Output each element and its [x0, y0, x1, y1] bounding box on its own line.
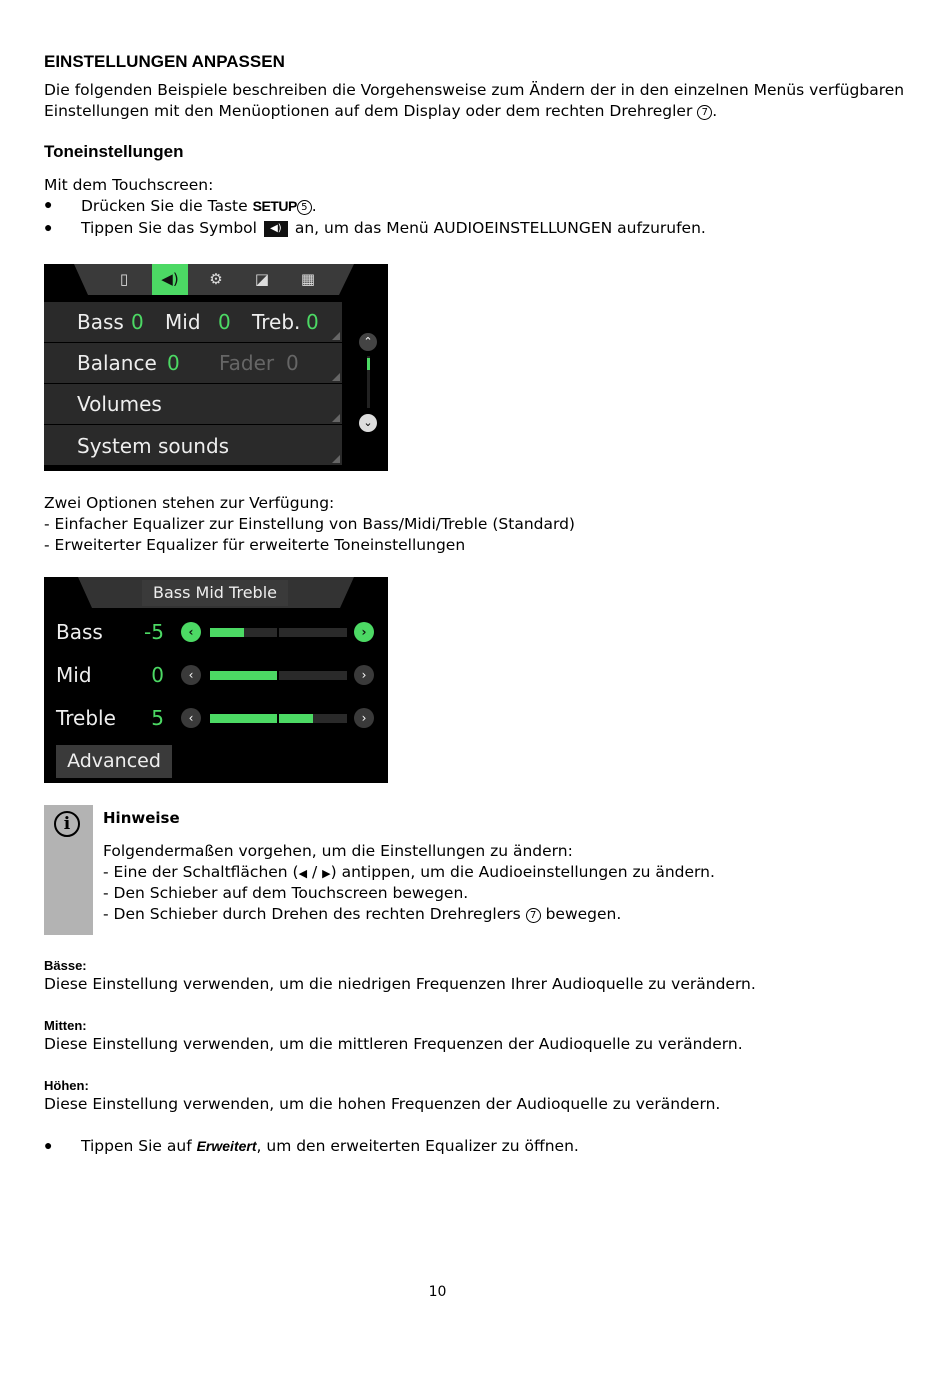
bass-increase-button[interactable]: ›: [354, 622, 374, 642]
treble-slider-fill: [210, 714, 313, 723]
left-arrow-icon: ◀: [298, 867, 308, 880]
bass-slider[interactable]: [210, 628, 347, 637]
scroll-down-button[interactable]: ⌄: [359, 414, 377, 432]
equalizer-title: Bass Mid Treble: [142, 580, 288, 606]
audio-settings-screen: [44, 264, 388, 471]
page-number: 10: [428, 1284, 447, 1300]
tone-row[interactable]: Bass 0 Mid 0 Treb. 0: [44, 302, 342, 343]
scroll-up-button[interactable]: ⌃: [359, 333, 377, 351]
volumes-row[interactable]: Volumes: [44, 384, 342, 425]
grid-icon[interactable]: ▦: [300, 270, 316, 288]
treble-increase-button[interactable]: ›: [354, 708, 374, 728]
treble-label: Treble: [56, 706, 116, 730]
bullet-2: Tippen Sie das Symbol ◀) an, um das Menü AUDIOEINSTELLUNGEN aufzurufen.: [81, 219, 706, 237]
touch-label: Mit dem Touchscreen:: [44, 176, 214, 194]
bullet-dot: ●: [44, 221, 53, 236]
treble-slider[interactable]: [210, 714, 347, 723]
mid-value: 0: [151, 663, 164, 687]
note-line-1: Folgendermaßen vorgehen, um die Einstellungen zu ändern:: [103, 842, 573, 860]
intro-line-2: Einstellungen mit den Menüoptionen auf dem Display oder dem rechten Drehregler 7 .: [44, 102, 718, 120]
intro-line-1: Die folgenden Beispiele beschreiben die Vorgehensweise zum Ändern der in den einzelnen Menüs verfügbaren: [44, 81, 905, 99]
speaker-icon: ◀): [264, 221, 288, 237]
bass-decrease-button[interactable]: ‹: [181, 622, 201, 642]
gear-icon[interactable]: ⚙: [209, 270, 223, 288]
note-line-3: - Den Schieber auf dem Touchscreen bewegen.: [103, 884, 469, 902]
speaker-icon[interactable]: ◀): [152, 264, 188, 295]
page-heading: EINSTELLUNGEN ANPASSEN: [44, 52, 285, 71]
right-arrow-icon: ▶: [322, 867, 331, 880]
bullet-1: Drücken Sie die Taste SETUP 5 .: [81, 197, 317, 215]
section-heading: Toneinstellungen: [44, 142, 184, 161]
mid-decrease-button[interactable]: ‹: [181, 665, 201, 685]
options-intro: Zwei Optionen stehen zur Verfügung:: [44, 494, 335, 512]
display-icon[interactable]: ◪: [254, 270, 270, 288]
mid-text: Diese Einstellung verwenden, um die mittleren Frequenzen der Audioquelle zu verändern.: [44, 1035, 743, 1053]
system-sounds-row[interactable]: System sounds: [44, 425, 342, 466]
bullet-dot: ●: [44, 198, 53, 213]
bass-heading: Bässe:: [44, 958, 87, 973]
bass-value: -5: [144, 620, 164, 644]
mid-label: Mid: [56, 663, 92, 687]
note-line-2: - Eine der Schaltflächen (◀ / ▶) antippen, um die Audioeinstellungen zu ändern.: [103, 863, 715, 881]
bullet-dot: ●: [44, 1139, 53, 1154]
high-heading: Höhen:: [44, 1078, 89, 1093]
note-line-4: - Den Schieber durch Drehen des rechten Drehreglers 7 bewegen.: [103, 905, 622, 923]
last-bullet: Tippen Sie auf Erweitert, um den erweiterten Equalizer zu öffnen.: [81, 1137, 579, 1155]
scrollbar[interactable]: [367, 356, 370, 408]
mid-increase-button[interactable]: ›: [354, 665, 374, 685]
bass-text: Diese Einstellung verwenden, um die niedrigen Frequenzen Ihrer Audioquelle zu verändern.: [44, 975, 756, 993]
info-icon: i: [54, 811, 80, 837]
balance-row[interactable]: Balance 0 Fader 0: [44, 343, 342, 384]
option-2: - Erweiterter Equalizer für erweiterte Toneinstellungen: [44, 536, 466, 554]
mid-slider[interactable]: [210, 671, 347, 680]
phone-icon[interactable]: ▯: [119, 270, 129, 288]
high-text: Diese Einstellung verwenden, um die hohen Frequenzen der Audioquelle zu verändern.: [44, 1095, 721, 1113]
option-1: - Einfacher Equalizer zur Einstellung von Bass/Midi/Treble (Standard): [44, 515, 575, 533]
treble-value: 5: [151, 706, 164, 730]
mid-slider-fill: [210, 671, 279, 680]
note-title: Hinweise: [103, 809, 180, 827]
mid-heading: Mitten:: [44, 1018, 87, 1033]
bass-label: Bass: [56, 620, 103, 644]
equalizer-screen: [44, 577, 388, 783]
scrollbar-thumb[interactable]: [367, 358, 370, 370]
treble-decrease-button[interactable]: ‹: [181, 708, 201, 728]
note-sidebar: [44, 805, 93, 935]
advanced-button[interactable]: Advanced: [56, 745, 172, 778]
bass-slider-fill: [210, 628, 244, 637]
